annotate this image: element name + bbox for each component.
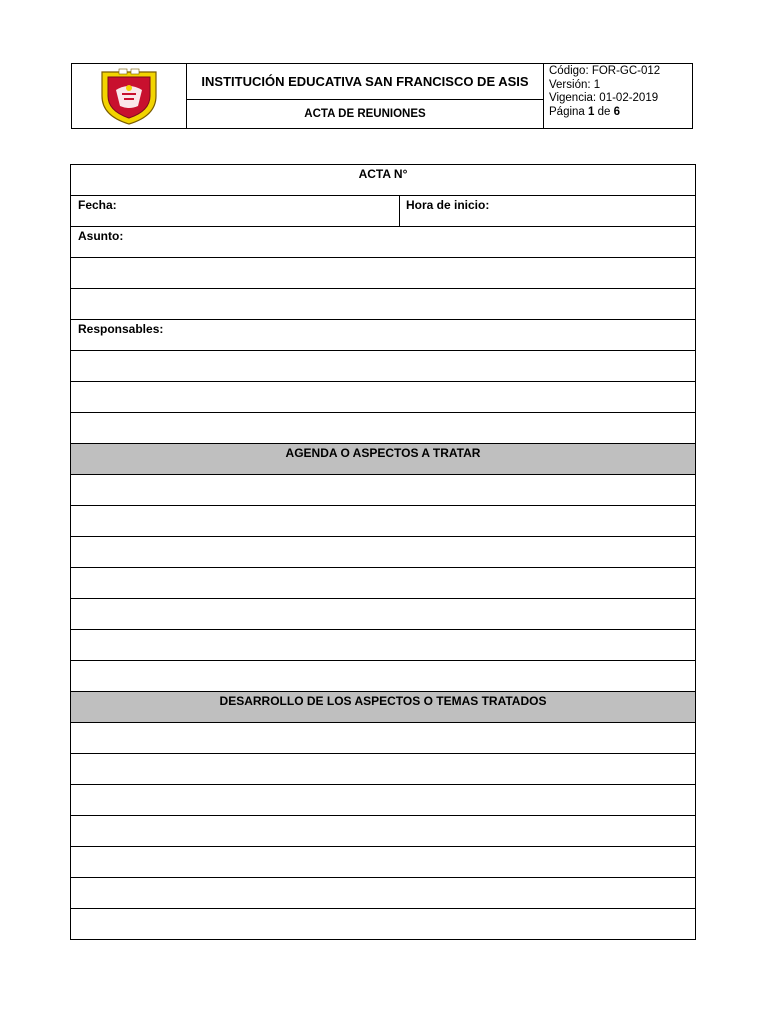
school-crest-icon (98, 66, 160, 126)
subject-line-2[interactable] (71, 289, 695, 320)
page-number: 1 (588, 105, 595, 118)
responsibles-row[interactable] (71, 320, 695, 351)
responsibles-label: Responsables: (78, 322, 164, 336)
responsibles-line-2[interactable] (71, 382, 695, 413)
date-label: Fecha: (78, 198, 117, 212)
document-metadata (544, 64, 692, 128)
minutes-form (70, 164, 696, 940)
responsibles-line-3[interactable] (71, 413, 695, 444)
development-header (71, 692, 695, 723)
agenda-line-4[interactable] (71, 568, 695, 599)
acta-number-row[interactable] (71, 165, 695, 196)
page-label: Página (549, 105, 585, 118)
agenda-title: AGENDA O ASPECTOS A TRATAR (285, 446, 481, 460)
development-line-7[interactable] (71, 909, 695, 940)
page-indicator (549, 106, 692, 120)
acta-number-label: ACTA N° (358, 167, 408, 181)
logo-cell (72, 64, 187, 128)
development-line-4[interactable] (71, 816, 695, 847)
development-line-2[interactable] (71, 754, 695, 785)
page-of-label: de (597, 105, 611, 118)
subject-line-1[interactable] (71, 258, 695, 289)
document-validity: Vigencia: 01-02-2019 (549, 92, 659, 104)
agenda-line-7[interactable] (71, 661, 695, 692)
start-time-field[interactable] (400, 196, 695, 226)
agenda-line-2[interactable] (71, 506, 695, 537)
subject-label: Asunto: (78, 229, 124, 243)
start-time-label: Hora de inicio: (406, 198, 490, 212)
page-total: 6 (613, 105, 621, 118)
development-line-3[interactable] (71, 785, 695, 816)
agenda-header (71, 444, 695, 475)
development-line-5[interactable] (71, 847, 695, 878)
development-line-1[interactable] (71, 723, 695, 754)
development-title: DESARROLLO DE LOS ASPECTOS O TEMAS TRATADOS (219, 694, 547, 708)
agenda-line-6[interactable] (71, 630, 695, 661)
document-version: Versión: 1 (549, 78, 601, 91)
date-field[interactable] (71, 196, 400, 226)
institution-name: INSTITUCIÓN EDUCATIVA SAN FRANCISCO DE ASIS (187, 64, 543, 100)
agenda-line-3[interactable] (71, 537, 695, 568)
agenda-line-5[interactable] (71, 599, 695, 630)
date-time-row (71, 196, 695, 227)
document-title: ACTA DE REUNIONES (304, 108, 426, 120)
development-line-6[interactable] (71, 878, 695, 909)
title-cell (187, 64, 544, 128)
agenda-line-1[interactable] (71, 475, 695, 506)
responsibles-line-1[interactable] (71, 351, 695, 382)
document-header (71, 63, 693, 129)
document-code: Código: FOR-GC-012 (549, 65, 661, 77)
subject-row[interactable] (71, 227, 695, 258)
